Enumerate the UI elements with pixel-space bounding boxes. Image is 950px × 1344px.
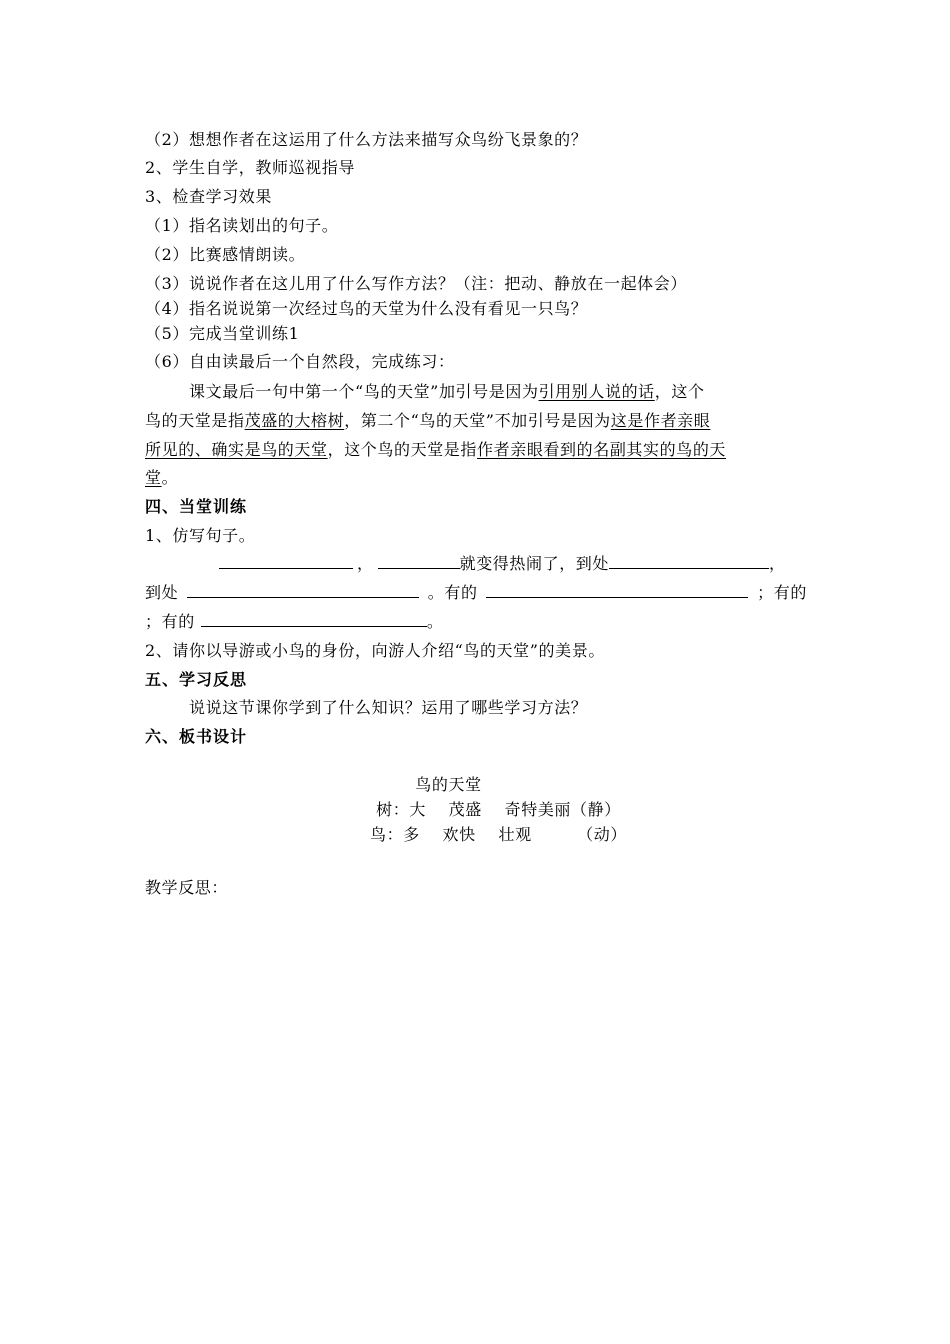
answer-underline: 这是作者亲眼 [610, 411, 711, 430]
board-row-tree: 树：大 茂盛 奇特美丽（静） [376, 800, 621, 819]
check-item-4: （4）指名说说第一次经过鸟的天堂为什么没有看见一只鸟？ [145, 299, 588, 318]
fill-text: ；有的 [145, 612, 195, 631]
fill-text: 。 [426, 612, 444, 631]
answer-underline: 引用别人说的话 [538, 382, 655, 401]
paragraph-line-3 [145, 440, 807, 460]
paragraph-line-4 [145, 468, 807, 488]
question-2-line: （2）想想作者在这运用了什么方法来描写众鸟纷飞景象的？ [145, 130, 588, 149]
step-3-line: 3、检查学习效果 [145, 187, 272, 206]
section-6-heading: 六、板书设计 [145, 727, 248, 746]
fill-text: 。有的 [427, 583, 478, 602]
fill-text: ；有的 [757, 583, 807, 602]
teaching-reflection-label: 教学反思： [145, 878, 229, 897]
check-item-5: （5）完成当堂训练1 [145, 324, 300, 343]
paragraph-text: ，第二个“鸟的天堂”不加引号是因为 [344, 411, 611, 430]
paragraph-line-2 [145, 411, 807, 431]
exercise-1-label: 1、仿写句子。 [145, 526, 256, 545]
blank-separator: ， [769, 554, 786, 573]
fill-blank-line-1 [145, 554, 807, 574]
step-2-line: 2、学生自学，教师巡视指导 [145, 158, 355, 177]
reflection-prompt: 说说这节课你学到了什么知识？运用了哪些学习方法？ [189, 698, 588, 717]
answer-underline: 作者亲眼看到的名副其实的鸟的天 [477, 440, 727, 459]
blank-field[interactable] [609, 554, 769, 569]
paragraph-text: 课文最后一句中第一个“鸟的天堂”加引号是因为 [189, 382, 539, 401]
check-item-6: （6）自由读最后一个自然段，完成练习： [145, 352, 455, 371]
paragraph-text: ，这个 [654, 382, 705, 401]
section-5-heading: 五、学习反思 [145, 670, 248, 689]
exercise-2-label: 2、请你以导游或小鸟的身份，向游人介绍“鸟的天堂”的美景。 [145, 641, 605, 660]
paragraph-text: 鸟的天堂是指 [145, 411, 245, 430]
board-row-bird: 鸟：多 欢快 壮观 （动） [370, 825, 627, 844]
board-title: 鸟的天堂 [415, 775, 482, 794]
fill-text: 就变得热闹了，到处 [459, 554, 610, 573]
paragraph-text: 。 [161, 468, 179, 487]
paragraph-text: ，这个鸟的天堂是指 [327, 440, 478, 459]
check-item-1: （1）指名读划出的句子。 [145, 216, 339, 235]
answer-underline: 所见的、确实是鸟的天堂 [145, 440, 328, 459]
blank-field[interactable] [486, 583, 748, 598]
blank-field[interactable] [219, 554, 353, 569]
fill-blank-line-2 [145, 583, 807, 603]
blank-separator: ， [357, 554, 374, 573]
section-4-heading: 四、当堂训练 [145, 497, 248, 516]
paragraph-line-1 [145, 382, 807, 402]
blank-field[interactable] [187, 583, 419, 598]
check-item-2: （2）比赛感情朗读。 [145, 245, 306, 264]
check-item-3: （3）说说作者在这儿用了什么写作方法？（注：把动、静放在一起体会） [145, 274, 687, 293]
blank-field[interactable] [201, 612, 427, 627]
blank-field[interactable] [378, 554, 460, 569]
answer-underline: 堂 [145, 468, 162, 487]
fill-blank-line-3 [145, 612, 807, 632]
answer-underline: 茂盛的大榕树 [244, 411, 345, 430]
fill-text: 到处 [145, 583, 179, 602]
